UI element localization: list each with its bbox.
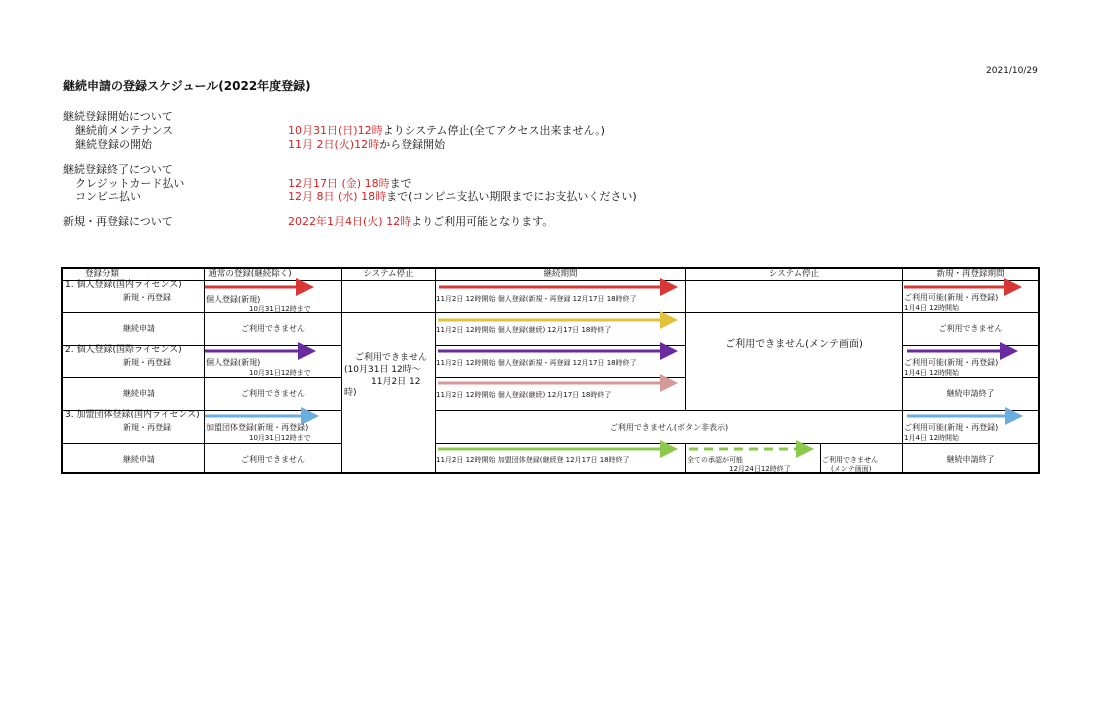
g3-normal-renewal: ご利用できません xyxy=(241,455,305,464)
g1-normal-until: 10月31日12時まで xyxy=(249,305,311,313)
g2-period-new: 11月2日 12時開始 個人登録(新規・再登録 12月17日 18時終了 xyxy=(436,359,637,367)
group-1-kind-new: 新規・再登録 xyxy=(123,293,171,302)
g3-approval: 全ての承認が可能 xyxy=(687,456,743,464)
group-1-kind-renewal: 継続申請 xyxy=(123,324,155,333)
g2-new-start: 1月4日 12時開始 xyxy=(904,369,960,377)
g1-normal-renewal: ご利用できません xyxy=(241,324,305,333)
value-pre-maintenance: 10月31日(日)12時よりシステム停止(全てアクセス出来ません。) xyxy=(288,124,605,137)
group-3-kind-new: 新規・再登録 xyxy=(123,423,171,432)
g1-normal-new: 個人登録(新規) xyxy=(206,295,261,304)
group-2-kind-renewal: 継続申請 xyxy=(123,389,155,398)
g2-normal-until: 10月31日12時まで xyxy=(249,369,311,377)
section-end-heading: 継続登録終了について xyxy=(63,163,173,176)
section-new-heading: 新規・再登録について xyxy=(63,215,173,228)
stop1-line1: ご利用できません xyxy=(355,353,428,363)
g3-maint-screen: (メンテ画面) xyxy=(831,465,872,473)
g1-new-available: ご利用可能(新規・再登録) xyxy=(904,293,999,302)
group-2-kind-new: 新規・再登録 xyxy=(123,358,171,367)
label-credit-card: クレジットカード払い xyxy=(75,177,185,190)
g3-normal-until: 10月31日12時まで xyxy=(249,434,311,442)
document-date: 2021/10/29 xyxy=(986,66,1038,76)
g3-maint: ご利用できません xyxy=(822,456,878,464)
label-renewal-start: 継続登録の開始 xyxy=(75,138,152,151)
g3-period-new: ご利用できません(ボタン非表示) xyxy=(609,423,729,432)
g1-period-new: 11月2日 12時開始 個人登録(新規・再登録 12月17日 18時終了 xyxy=(436,295,637,303)
stop1-line4: 時) xyxy=(344,388,357,398)
stop1-line2: (10月31日 12時～ xyxy=(344,365,421,375)
header-stop1: システム停止 xyxy=(363,269,414,279)
g2-period-renewal: 11月2日 12時開始 個人登録(継続) 12月17日 18時終了 xyxy=(436,391,612,399)
value-convenience: 12月 8日 (水) 18時まで(コンビニ支払い期限までにお支払いください) xyxy=(288,190,637,203)
group-1-name: 1. 個人登録(国内ライセンス) xyxy=(65,280,182,290)
header-stop2: システム停止 xyxy=(768,269,820,279)
header-new-period: 新規・再登録期間 xyxy=(936,269,1005,279)
group-2-name: 2. 個人登録(国際ライセンス) xyxy=(65,345,182,355)
header-renewal-period: 継続期間 xyxy=(543,269,578,279)
g1-new-start: 1月4日 12時開始 xyxy=(904,304,960,312)
g2-normal-new: 個人登録(新規) xyxy=(206,358,261,367)
header-normal: 通常の登録(継続除く) xyxy=(208,269,292,279)
stop1-line3: 11月2日 12 xyxy=(371,377,421,387)
g2-new-renewal: 継続申請終了 xyxy=(946,389,995,398)
g1-new-renewal: ご利用できません xyxy=(938,324,1003,333)
value-renewal-start: 11月 2日(火)12時から登録開始 xyxy=(288,138,446,151)
group-3-kind-renewal: 継続申請 xyxy=(123,455,155,464)
value-new-registration: 2022年1月4日(火) 12時よりご利用可能となります。 xyxy=(288,215,554,228)
g1-period-renewal: 11月2日 12時開始 個人登録(継続) 12月17日 18時終了 xyxy=(436,326,612,334)
g2-new-available: ご利用可能(新規・再登録) xyxy=(904,358,999,367)
section-start-heading: 継続登録開始について xyxy=(63,110,173,123)
g3-approval-end: 12月24日12時終了 xyxy=(729,465,791,473)
g3-period-renewal: 11月2日 12時開始 加盟団体登録(継続登 12月17日 18時終了 xyxy=(436,456,630,464)
arrow-layer xyxy=(63,269,1038,472)
g2-normal-renewal: ご利用できません xyxy=(241,389,305,398)
g3-new-available: ご利用可能(新規・再登録) xyxy=(904,423,999,432)
stop2-text: ご利用できません(メンテ画面) xyxy=(725,339,863,350)
label-pre-maintenance: 継続前メンテナンス xyxy=(75,124,174,137)
document-title: 継続申請の登録スケジュール(2022年度登録) xyxy=(63,79,311,93)
value-credit-card: 12月17日 (金) 18時まで xyxy=(288,177,412,190)
header-category: 登録分類 xyxy=(84,269,119,279)
schedule-table xyxy=(61,267,1040,474)
g3-new-start: 1月4日 12時開始 xyxy=(904,434,960,442)
g3-normal-new: 加盟団体登録(新規・再登録) xyxy=(206,423,309,432)
label-convenience: コンビニ払い xyxy=(75,190,141,203)
group-3-name: 3. 加盟団体登録(国内ライセンス) xyxy=(65,410,200,420)
g3-new-renewal: 継続申請終了 xyxy=(946,455,995,464)
